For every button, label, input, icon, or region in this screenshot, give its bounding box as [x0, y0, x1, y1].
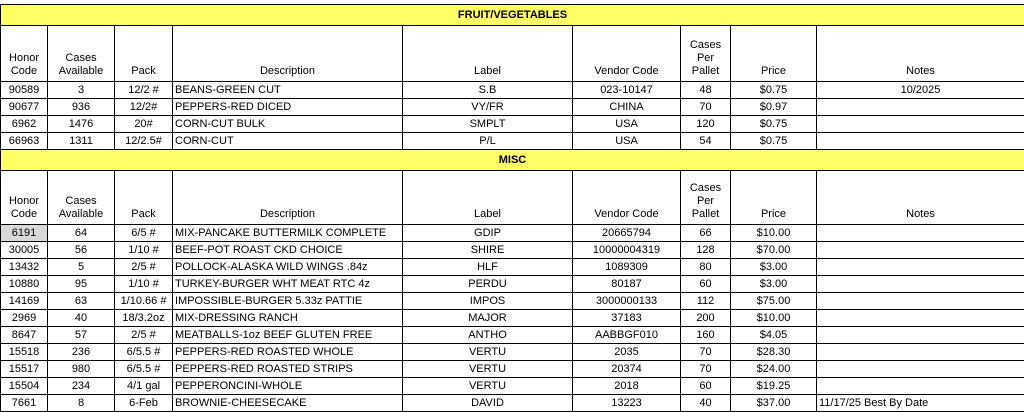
cell-price[interactable]: $4.05: [731, 327, 817, 344]
column-header-cases-per-pallet[interactable]: Cases Per Pallet: [681, 171, 731, 225]
cell-notes[interactable]: [817, 99, 1024, 116]
cell-honor-code[interactable]: 15504: [1, 378, 48, 395]
cell-vendor-code[interactable]: 2018: [573, 378, 681, 395]
cell-pack[interactable]: 6-Feb: [115, 395, 173, 412]
section-title[interactable]: FRUIT/VEGETABLES: [1, 5, 1024, 26]
table-row: [1, 293, 1024, 310]
cell-pack[interactable]: 6/5.5 #: [115, 344, 173, 361]
column-header-honor-code[interactable]: Honor Code: [1, 171, 48, 225]
cell-cases-available[interactable]: 95: [48, 276, 115, 293]
cell-price[interactable]: $70.00: [731, 242, 817, 259]
cell-vendor-code[interactable]: AABBGF010: [573, 327, 681, 344]
column-header-pack[interactable]: Pack: [115, 171, 173, 225]
cell-pack[interactable]: 6/5.5 #: [115, 361, 173, 378]
table-row: [1, 133, 1024, 150]
cell-notes[interactable]: [817, 259, 1024, 276]
cell-description[interactable]: BROWNIE-CHEESECAKE: [173, 395, 403, 412]
cell-price[interactable]: $0.75: [731, 133, 817, 150]
cell-cases-available[interactable]: 1311: [48, 133, 115, 150]
cell-price[interactable]: $3.00: [731, 276, 817, 293]
cell-cases-per-pallet[interactable]: 200: [681, 310, 731, 327]
cell-cases-per-pallet[interactable]: 54: [681, 133, 731, 150]
cell-notes[interactable]: [817, 378, 1024, 395]
cell-cases-available[interactable]: 5: [48, 259, 115, 276]
table-row: [1, 344, 1024, 361]
cell-cases-per-pallet[interactable]: 60: [681, 378, 731, 395]
cell-label[interactable]: SMPLT: [403, 116, 573, 133]
cell-cases-available[interactable]: 936: [48, 99, 115, 116]
column-header-row: [1, 171, 1024, 225]
cell-price[interactable]: $0.75: [731, 116, 817, 133]
column-header-vendor-code[interactable]: Vendor Code: [573, 171, 681, 225]
cell-honor-code[interactable]: 8647: [1, 327, 48, 344]
cell-pack[interactable]: 12/2.5#: [115, 133, 173, 150]
cell-notes[interactable]: [817, 344, 1024, 361]
cell-notes[interactable]: [817, 327, 1024, 344]
column-header-cases-available[interactable]: Cases Available: [48, 26, 115, 82]
cell-label[interactable]: P/L: [403, 133, 573, 150]
cell-honor-code[interactable]: 10880: [1, 276, 48, 293]
column-header-description[interactable]: Description: [173, 26, 403, 82]
inventory-sheet: [0, 4, 1024, 412]
column-header-pack[interactable]: Pack: [115, 26, 173, 82]
cell-cases-per-pallet[interactable]: 70: [681, 99, 731, 116]
cell-label[interactable]: PERDU: [403, 276, 573, 293]
cell-cases-available[interactable]: 3: [48, 82, 115, 99]
cell-notes[interactable]: 11/17/25 Best By Date: [817, 395, 1024, 412]
cell-description[interactable]: PEPPERS-RED ROASTED WHOLE: [173, 344, 403, 361]
cell-cases-available[interactable]: 8: [48, 395, 115, 412]
column-header-price[interactable]: Price: [731, 171, 817, 225]
cell-honor-code[interactable]: 6962: [1, 116, 48, 133]
cell-cases-per-pallet[interactable]: 112: [681, 293, 731, 310]
cell-description[interactable]: MIX-DRESSING RANCH: [173, 310, 403, 327]
cell-pack[interactable]: 4/1 gal: [115, 378, 173, 395]
cell-vendor-code[interactable]: 2035: [573, 344, 681, 361]
cell-cases-available[interactable]: 63: [48, 293, 115, 310]
cell-vendor-code[interactable]: 20665794: [573, 225, 681, 242]
cell-price[interactable]: $10.00: [731, 310, 817, 327]
cell-notes[interactable]: [817, 310, 1024, 327]
cell-vendor-code[interactable]: 37183: [573, 310, 681, 327]
table-row: [1, 242, 1024, 259]
cell-label[interactable]: IMPOS: [403, 293, 573, 310]
cell-cases-per-pallet[interactable]: 120: [681, 116, 731, 133]
cell-label[interactable]: HLF: [403, 259, 573, 276]
column-header-row: [1, 26, 1024, 82]
table-row: [1, 82, 1024, 99]
cell-cases-per-pallet[interactable]: 48: [681, 82, 731, 99]
cell-notes[interactable]: [817, 293, 1024, 310]
cell-description[interactable]: BEEF-POT ROAST CKD CHOICE: [173, 242, 403, 259]
cell-honor-code[interactable]: 2969: [1, 310, 48, 327]
cell-pack[interactable]: 2/5 #: [115, 327, 173, 344]
table-row: [1, 259, 1024, 276]
cell-honor-code[interactable]: 13432: [1, 259, 48, 276]
cell-cases-available[interactable]: 40: [48, 310, 115, 327]
cell-cases-per-pallet[interactable]: 80: [681, 259, 731, 276]
cell-description[interactable]: CORN-CUT: [173, 133, 403, 150]
column-header-label[interactable]: Label: [403, 171, 573, 225]
cell-honor-code[interactable]: 6191: [1, 225, 48, 242]
cell-notes[interactable]: [817, 133, 1024, 150]
table-row: [1, 327, 1024, 344]
section-title[interactable]: MISC: [1, 150, 1024, 171]
cell-label[interactable]: ANTHO: [403, 327, 573, 344]
cell-cases-per-pallet[interactable]: 60: [681, 276, 731, 293]
cell-cases-available[interactable]: 980: [48, 361, 115, 378]
column-header-price[interactable]: Price: [731, 26, 817, 82]
cell-label[interactable]: MAJOR: [403, 310, 573, 327]
cell-cases-per-pallet[interactable]: 70: [681, 361, 731, 378]
cell-price[interactable]: $10.00: [731, 225, 817, 242]
cell-label[interactable]: SHIRE: [403, 242, 573, 259]
cell-price[interactable]: $19.25: [731, 378, 817, 395]
cell-label[interactable]: S.B: [403, 82, 573, 99]
column-header-notes[interactable]: Notes: [817, 171, 1024, 225]
cell-vendor-code[interactable]: USA: [573, 116, 681, 133]
cell-label[interactable]: VERTU: [403, 378, 573, 395]
cell-pack[interactable]: 20#: [115, 116, 173, 133]
cell-notes[interactable]: [817, 242, 1024, 259]
cell-honor-code[interactable]: 15517: [1, 361, 48, 378]
cell-cases-available[interactable]: 234: [48, 378, 115, 395]
cell-honor-code[interactable]: 66963: [1, 133, 48, 150]
table-row: [1, 116, 1024, 133]
cell-label[interactable]: GDIP: [403, 225, 573, 242]
cell-cases-per-pallet[interactable]: 160: [681, 327, 731, 344]
table-row: [1, 276, 1024, 293]
cell-notes[interactable]: [817, 225, 1024, 242]
cell-label[interactable]: VERTU: [403, 344, 573, 361]
cell-label[interactable]: VY/FR: [403, 99, 573, 116]
cell-pack[interactable]: 12/2#: [115, 99, 173, 116]
cell-vendor-code[interactable]: 1089309: [573, 259, 681, 276]
cell-notes[interactable]: 10/2025: [817, 82, 1024, 99]
column-header-cases-per-pallet[interactable]: Cases Per Pallet: [681, 26, 731, 82]
cell-cases-available[interactable]: 57: [48, 327, 115, 344]
cell-cases-available[interactable]: 236: [48, 344, 115, 361]
cell-description[interactable]: POLLOCK-ALASKA WILD WINGS .84z: [173, 259, 403, 276]
cell-vendor-code[interactable]: USA: [573, 133, 681, 150]
cell-honor-code[interactable]: 15518: [1, 344, 48, 361]
cell-honor-code[interactable]: 14169: [1, 293, 48, 310]
cell-label[interactable]: VERTU: [403, 361, 573, 378]
column-header-vendor-code[interactable]: Vendor Code: [573, 26, 681, 82]
cell-description[interactable]: PEPPERS-RED ROASTED STRIPS: [173, 361, 403, 378]
cell-vendor-code[interactable]: 10000004319: [573, 242, 681, 259]
cell-vendor-code[interactable]: 3000000133: [573, 293, 681, 310]
column-header-description[interactable]: Description: [173, 171, 403, 225]
cell-cases-per-pallet[interactable]: 66: [681, 225, 731, 242]
cell-price[interactable]: $75.00: [731, 293, 817, 310]
cell-description[interactable]: IMPOSSIBLE-BURGER 5.33z PATTIE: [173, 293, 403, 310]
cell-description[interactable]: MIX-PANCAKE BUTTERMILK COMPLETE: [173, 225, 403, 242]
cell-pack[interactable]: 6/5 #: [115, 225, 173, 242]
cell-honor-code[interactable]: 30005: [1, 242, 48, 259]
cell-description[interactable]: MEATBALLS-1oz BEEF GLUTEN FREE: [173, 327, 403, 344]
cell-price[interactable]: $37.00: [731, 395, 817, 412]
cell-vendor-code[interactable]: 023-10147: [573, 82, 681, 99]
cell-notes[interactable]: [817, 116, 1024, 133]
cell-label[interactable]: DAVID: [403, 395, 573, 412]
section1-title-row: [1, 5, 1024, 26]
cell-description[interactable]: BEANS-GREEN CUT: [173, 82, 403, 99]
cell-cases-available[interactable]: 56: [48, 242, 115, 259]
column-header-notes[interactable]: Notes: [817, 26, 1024, 82]
cell-price[interactable]: $0.97: [731, 99, 817, 116]
cell-vendor-code[interactable]: 80187: [573, 276, 681, 293]
cell-cases-per-pallet[interactable]: 40: [681, 395, 731, 412]
cell-price[interactable]: $24.00: [731, 361, 817, 378]
column-header-label[interactable]: Label: [403, 26, 573, 82]
cell-pack[interactable]: 1/10.66 #: [115, 293, 173, 310]
cell-vendor-code[interactable]: CHINA: [573, 99, 681, 116]
cell-description[interactable]: PEPPERONCINI-WHOLE: [173, 378, 403, 395]
section2-title-row: [1, 150, 1024, 171]
cell-pack[interactable]: 18/3.2oz: [115, 310, 173, 327]
cell-description[interactable]: TURKEY-BURGER WHT MEAT RTC 4z: [173, 276, 403, 293]
cell-honor-code[interactable]: 90677: [1, 99, 48, 116]
table-row: [1, 378, 1024, 395]
cell-price[interactable]: $0.75: [731, 82, 817, 99]
table-row: [1, 361, 1024, 378]
cell-notes[interactable]: [817, 361, 1024, 378]
cell-notes[interactable]: [817, 276, 1024, 293]
cell-price[interactable]: $28.30: [731, 344, 817, 361]
column-header-honor-code[interactable]: Honor Code: [1, 26, 48, 82]
column-header-cases-available[interactable]: Cases Available: [48, 171, 115, 225]
cell-pack[interactable]: 1/10 #: [115, 242, 173, 259]
cell-cases-per-pallet[interactable]: 128: [681, 242, 731, 259]
cell-cases-per-pallet[interactable]: 70: [681, 344, 731, 361]
cell-pack[interactable]: 1/10 #: [115, 276, 173, 293]
table-row: [1, 225, 1024, 242]
cell-cases-available[interactable]: 64: [48, 225, 115, 242]
cell-description[interactable]: PEPPERS-RED DICED: [173, 99, 403, 116]
cell-cases-available[interactable]: 1476: [48, 116, 115, 133]
table-row: [1, 99, 1024, 116]
cell-vendor-code[interactable]: 13223: [573, 395, 681, 412]
cell-pack[interactable]: 2/5 #: [115, 259, 173, 276]
cell-honor-code[interactable]: 7661: [1, 395, 48, 412]
table-row: [1, 310, 1024, 327]
cell-honor-code[interactable]: 90589: [1, 82, 48, 99]
cell-price[interactable]: $3.00: [731, 259, 817, 276]
cell-description[interactable]: CORN-CUT BULK: [173, 116, 403, 133]
cell-vendor-code[interactable]: 20374: [573, 361, 681, 378]
cell-pack[interactable]: 12/2 #: [115, 82, 173, 99]
